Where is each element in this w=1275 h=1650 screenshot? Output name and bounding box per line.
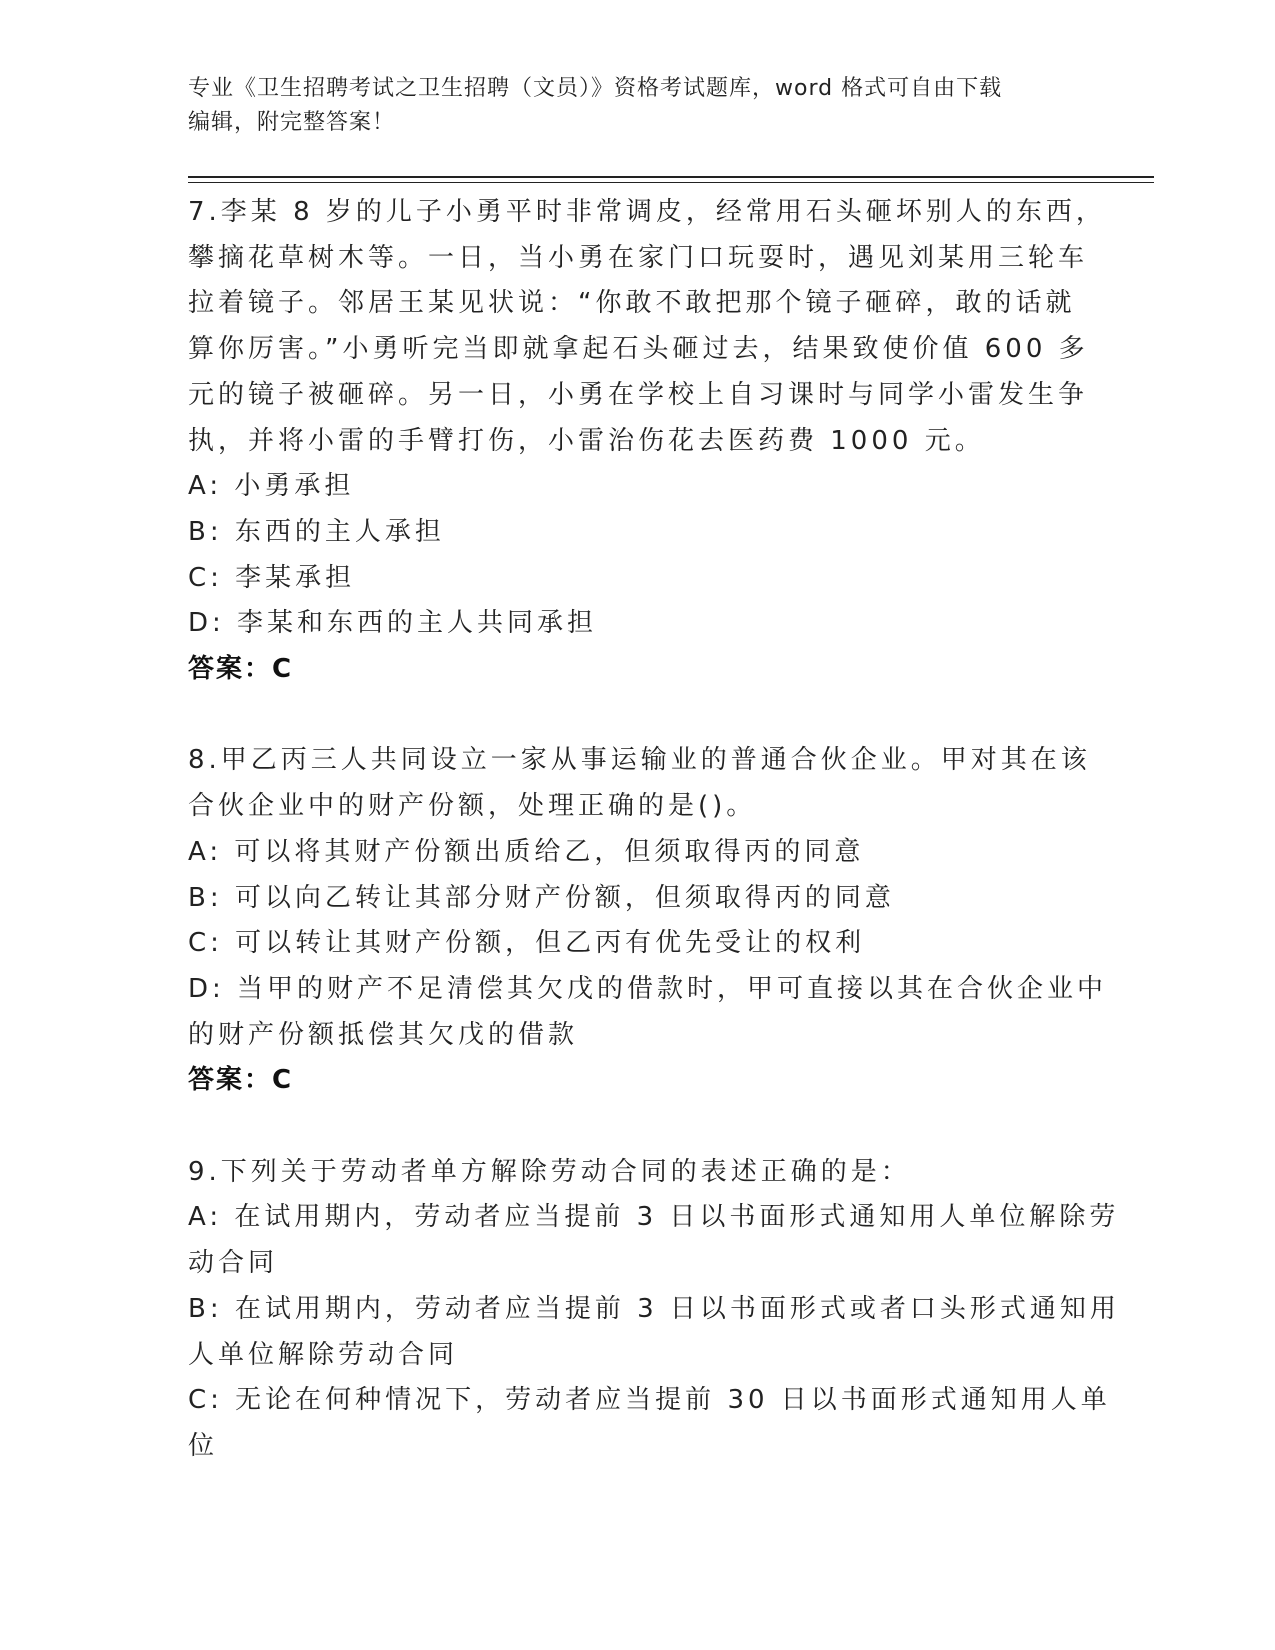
option-b: B: 在试用期内，劳动者应当提前 3 日以书面形式或者口头形式通知用 [188, 1293, 1120, 1324]
question-stem-line: 拉着镜子。邻居王某见状说：“你敢不敢把那个镜子砸碎，敢的话就 [188, 288, 1076, 319]
question-9 [188, 1150, 1120, 1470]
answer-label: 答案：C [188, 1065, 294, 1096]
header-line-1: 专业《卫生招聘考试之卫生招聘（文员）》资格考试题库，word 格式可自由下载 [188, 76, 1003, 101]
option-c: C: 可以转让其财产份额，但乙丙有优先受让的权利 [188, 928, 866, 959]
header-divider-thick [188, 176, 1154, 178]
question-stem-line: 执，并将小雷的手臂打伤，小雷治伤花去医药费 1000 元。 [188, 425, 985, 456]
header-divider-thin [188, 182, 1154, 183]
question-stem-line: 9.下列关于劳动者单方解除劳动合同的表述正确的是： [188, 1156, 911, 1187]
question-list [188, 190, 1120, 1470]
option-a: A: 可以将其财产份额出质给乙，但须取得丙的同意 [188, 836, 865, 867]
option-d: D: 当甲的财产不足清偿其欠戊的借款时，甲可直接以其在合伙企业中 [188, 973, 1108, 1004]
question-7 [188, 190, 1106, 693]
option-d: D: 李某和东西的主人共同承担 [188, 608, 598, 639]
option-a-continued: 动合同 [188, 1248, 279, 1279]
header-line-2: 编辑，附完整答案！ [188, 110, 396, 135]
option-a: A: 小勇承担 [188, 471, 355, 502]
question-stem-line: 7.李某 8 岁的儿子小勇平时非常调皮，经常用石头砸坏别人的东西， [188, 197, 1106, 227]
question-stem-line: 算你厉害。”小勇听完当即就拿起石头砸过去，结果致使价值 600 多 [188, 334, 1089, 365]
option-b-continued: 人单位解除劳动合同 [188, 1339, 459, 1370]
option-c: C: 无论在何种情况下，劳动者应当提前 30 日以书面形式通知用人单 [188, 1385, 1111, 1416]
option-c: C: 李某承担 [188, 562, 356, 593]
document-header [188, 72, 1068, 140]
question-stem-line: 攀摘花草树木等。一日，当小勇在家门口玩耍时，遇见刘某用三轮车 [188, 242, 1089, 273]
question-spacer [188, 693, 1078, 739]
option-b: B: 东西的主人承担 [188, 516, 445, 547]
question-8 [188, 738, 1108, 1104]
option-a: A: 在试用期内，劳动者应当提前 3 日以书面形式通知用人单位解除劳 [188, 1202, 1120, 1233]
question-spacer [188, 1104, 1078, 1150]
option-d-continued: 的财产份额抵偿其欠戊的借款 [188, 1019, 579, 1050]
answer-label: 答案：C [188, 654, 294, 685]
question-stem-line: 合伙企业中的财产份额，处理正确的是()。 [188, 791, 757, 822]
option-c-continued: 位 [188, 1430, 219, 1461]
option-b: B: 可以向乙转让其部分财产份额，但须取得丙的同意 [188, 882, 895, 913]
question-stem-line: 8.甲乙丙三人共同设立一家从事运输业的普通合伙企业。甲对其在该 [188, 745, 1091, 776]
question-stem-line: 元的镜子被砸碎。另一日，小勇在学校上自习课时与同学小雷发生争 [188, 379, 1089, 410]
